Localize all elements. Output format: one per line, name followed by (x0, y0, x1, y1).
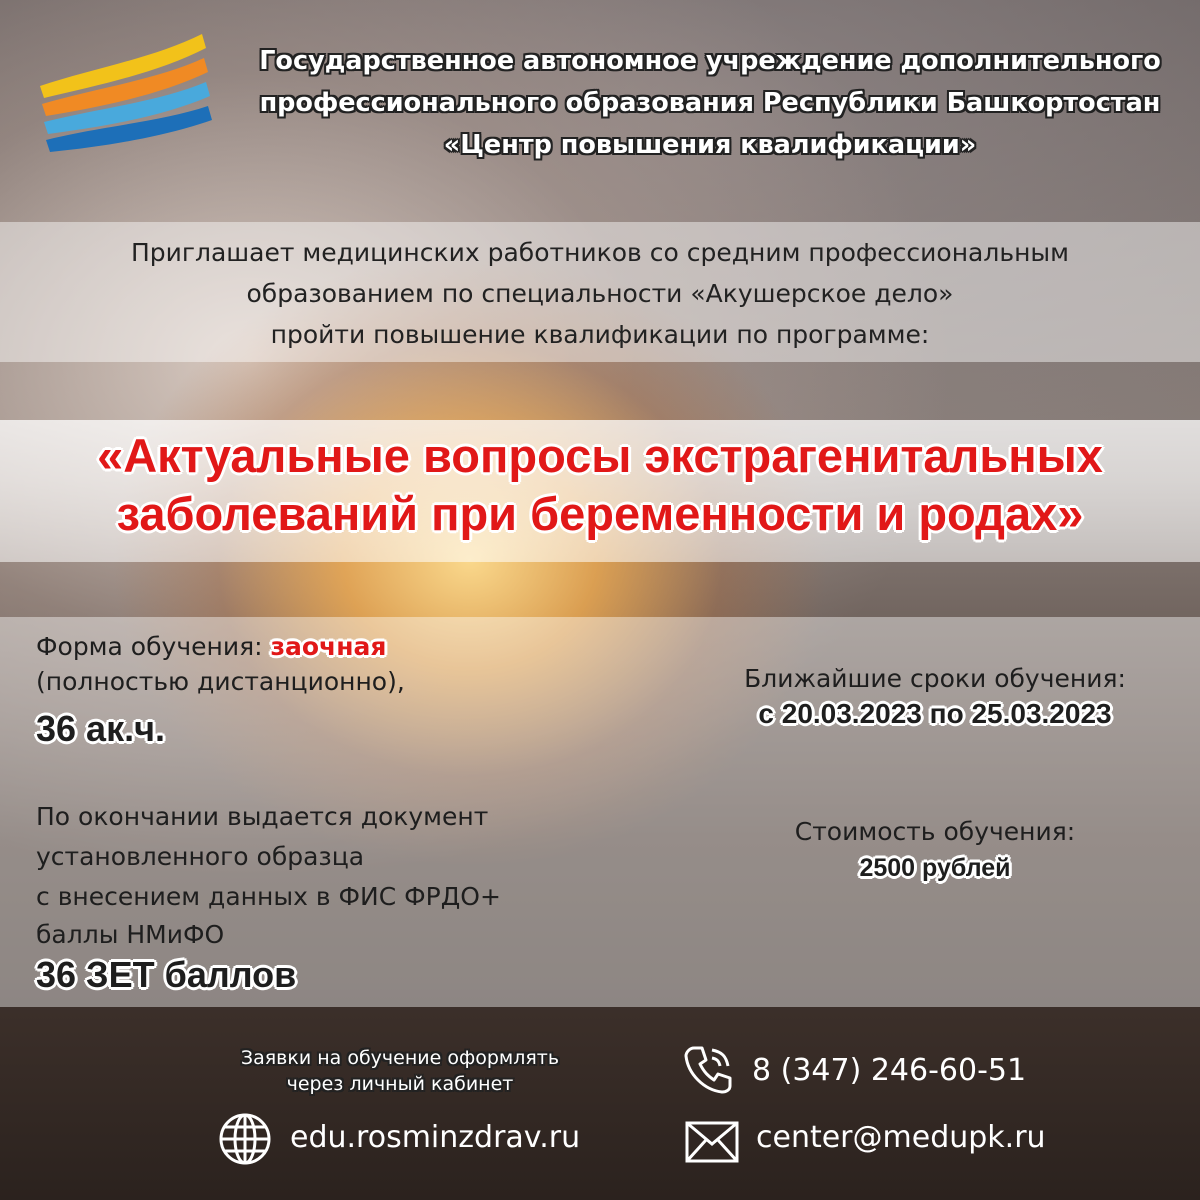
email-link[interactable]: center@medupk.ru (756, 1120, 1046, 1155)
organization-name (225, 40, 1195, 166)
apply-note-line: через личный кабинет (286, 1073, 514, 1095)
study-form-value: заочная (270, 632, 387, 661)
price-label: Стоимость обучения: (794, 817, 1076, 846)
document-line: с внесением данных в ФИС ФРДО+ (36, 882, 501, 911)
schedule-label: Ближайшие сроки обучения: (744, 664, 1126, 693)
org-line: профессионального образования Республики Башкортостан (259, 88, 1161, 118)
org-line: «Центр повышения квалификации» (443, 130, 977, 160)
phone-icon (680, 1042, 736, 1098)
invitation-text (0, 232, 1200, 355)
study-form-note: (полностью дистанционно), (36, 667, 405, 696)
invitation-line: Приглашает медицинских работников со средним профессиональным (130, 238, 1070, 267)
invitation-line: образованием по специальности «Акушерское дело» (246, 279, 954, 308)
schedule-dates: с 20.03.2023 по 25.03.2023 (758, 698, 1112, 729)
org-line: Государственное автономное учреждение дополнительного (259, 46, 1161, 76)
invitation-line: пройти повышение квалификации по программе: (270, 320, 930, 349)
website-link[interactable]: edu.rosminzdrav.ru (290, 1120, 581, 1155)
document-points: 36 ЗЕТ баллов (36, 954, 297, 995)
apply-note-line: Заявки на обучение оформлять (240, 1047, 560, 1069)
study-hours: 36 ак.ч. (36, 708, 165, 749)
envelope-icon (684, 1120, 740, 1164)
course-title (0, 427, 1200, 543)
course-title-line: заболеваний при беременности и родах» (116, 487, 1084, 540)
price-value: 2500 рублей (859, 854, 1011, 882)
globe-icon (218, 1112, 272, 1166)
document-line: баллы НМиФО (36, 920, 225, 949)
course-title-line: «Актуальные вопросы экстрагенитальных (97, 429, 1103, 482)
document-line: По окончании выдается документ (36, 802, 489, 831)
phone-number[interactable]: 8 (347) 246-60-51 (752, 1053, 1027, 1088)
apply-note (190, 1045, 610, 1097)
book-pages-logo-icon (34, 28, 224, 158)
document-line: установленного образца (36, 842, 365, 871)
study-form (36, 630, 386, 663)
study-form-label: Форма обучения: (36, 632, 271, 661)
